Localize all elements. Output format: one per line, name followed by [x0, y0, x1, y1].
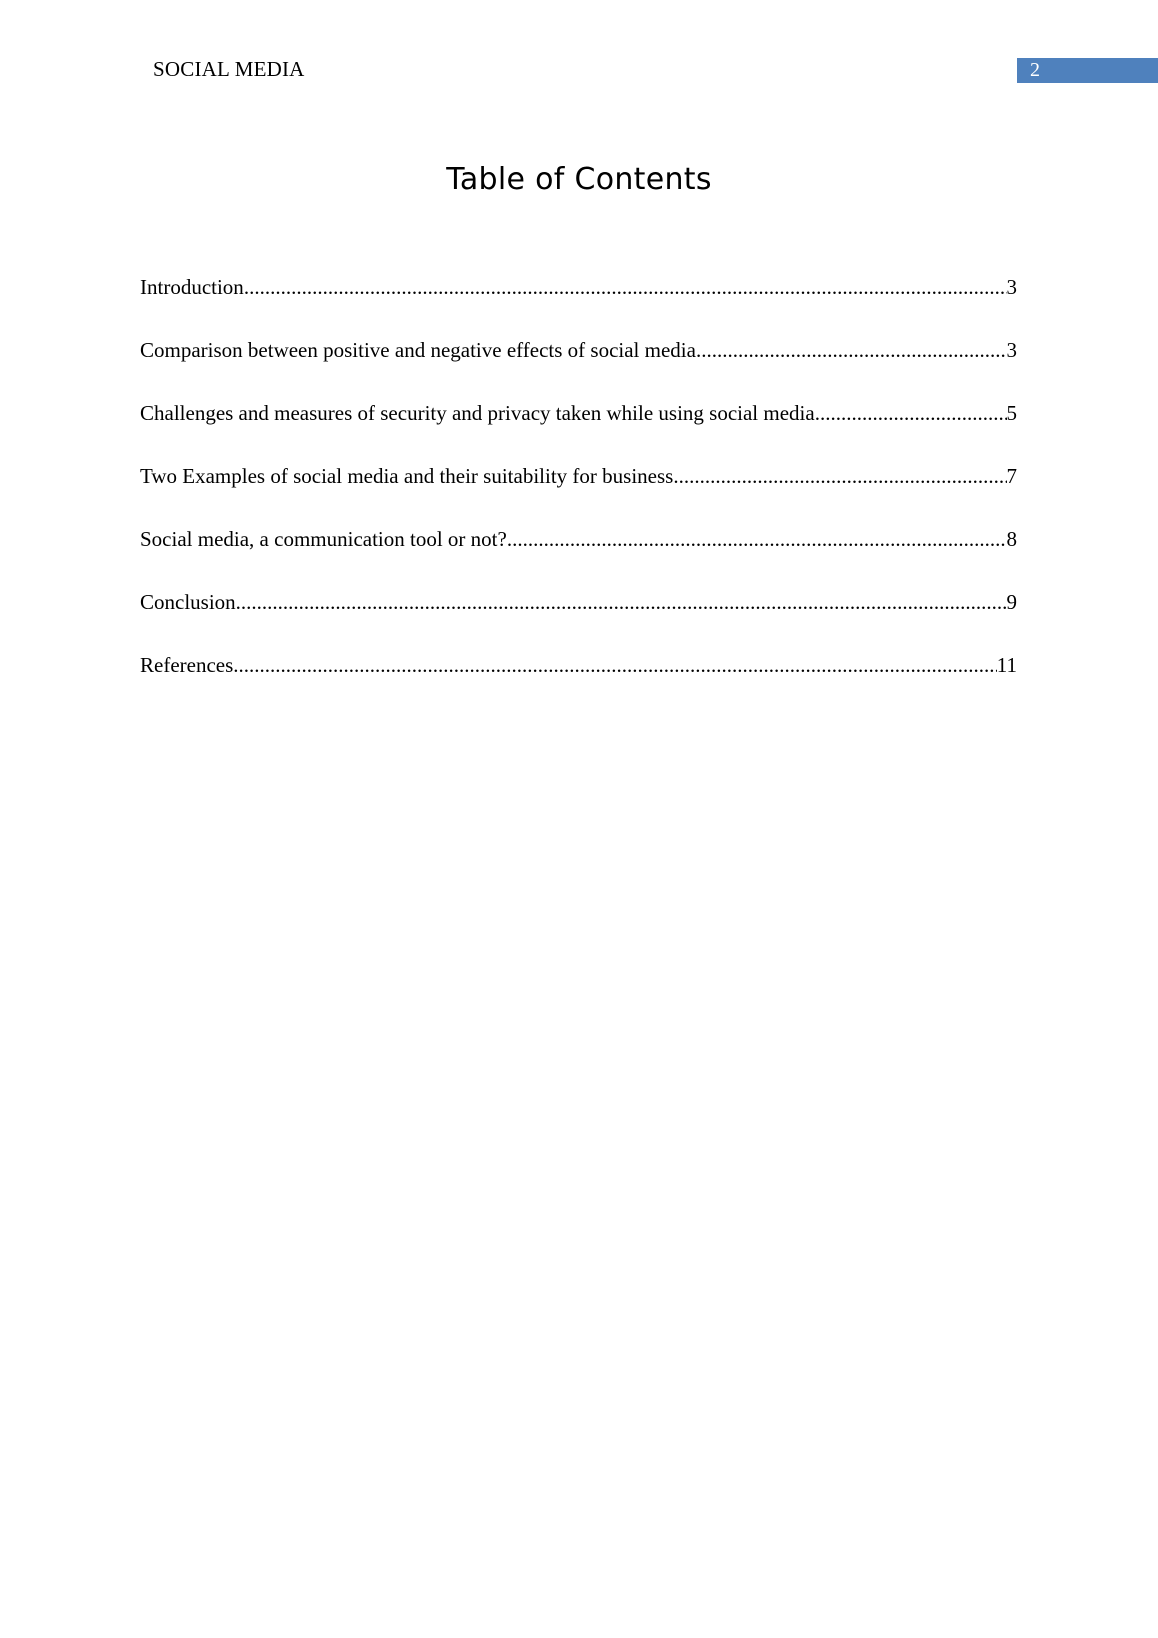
- toc-entry-references[interactable]: [140, 651, 1017, 714]
- toc-dot-leader: [673, 462, 1006, 490]
- toc-entry-introduction[interactable]: [140, 273, 1017, 336]
- page-number-badge: 2: [1017, 58, 1158, 83]
- toc-entry-label: References: [140, 653, 234, 677]
- toc-entry-label: Conclusion: [140, 590, 236, 614]
- toc-entry-comparison[interactable]: [140, 336, 1017, 399]
- toc-dot-leader: [244, 273, 1007, 301]
- running-head: SOCIAL MEDIA: [153, 57, 305, 81]
- toc-title: Table of Contents: [446, 162, 712, 197]
- toc-dot-leader: [696, 336, 1007, 364]
- toc-dot-leader: [815, 399, 1007, 427]
- toc-entry-page: 8: [1006, 527, 1017, 551]
- toc-dot-leader: [236, 588, 1007, 616]
- toc-entry-label: Two Examples of social media and their suitability for business: [140, 464, 674, 488]
- toc-dot-leader: [507, 525, 1007, 553]
- toc-entry-page: 7: [1006, 464, 1017, 488]
- toc-list: [140, 273, 1017, 714]
- toc-entry-page: 5: [1006, 401, 1017, 425]
- toc-entry-page: 3: [1006, 338, 1017, 362]
- toc-entry-label: Introduction: [140, 275, 244, 299]
- toc-dot-leader: [233, 651, 996, 679]
- toc-entry-page: 9: [1006, 590, 1017, 614]
- toc-entry-label: Comparison between positive and negative effects of social media: [140, 338, 696, 362]
- toc-entry-conclusion[interactable]: [140, 588, 1017, 651]
- toc-entry-two-examples[interactable]: [140, 462, 1017, 525]
- toc-entry-challenges[interactable]: [140, 399, 1017, 462]
- toc-entry-communication-tool[interactable]: [140, 525, 1017, 588]
- toc-entry-label: Social media, a communication tool or not?: [140, 527, 507, 551]
- toc-entry-page: 3: [1006, 275, 1017, 299]
- toc-entry-label: Challenges and measures of security and privacy taken while using social media: [140, 401, 815, 425]
- toc-entry-page: 11: [996, 653, 1017, 677]
